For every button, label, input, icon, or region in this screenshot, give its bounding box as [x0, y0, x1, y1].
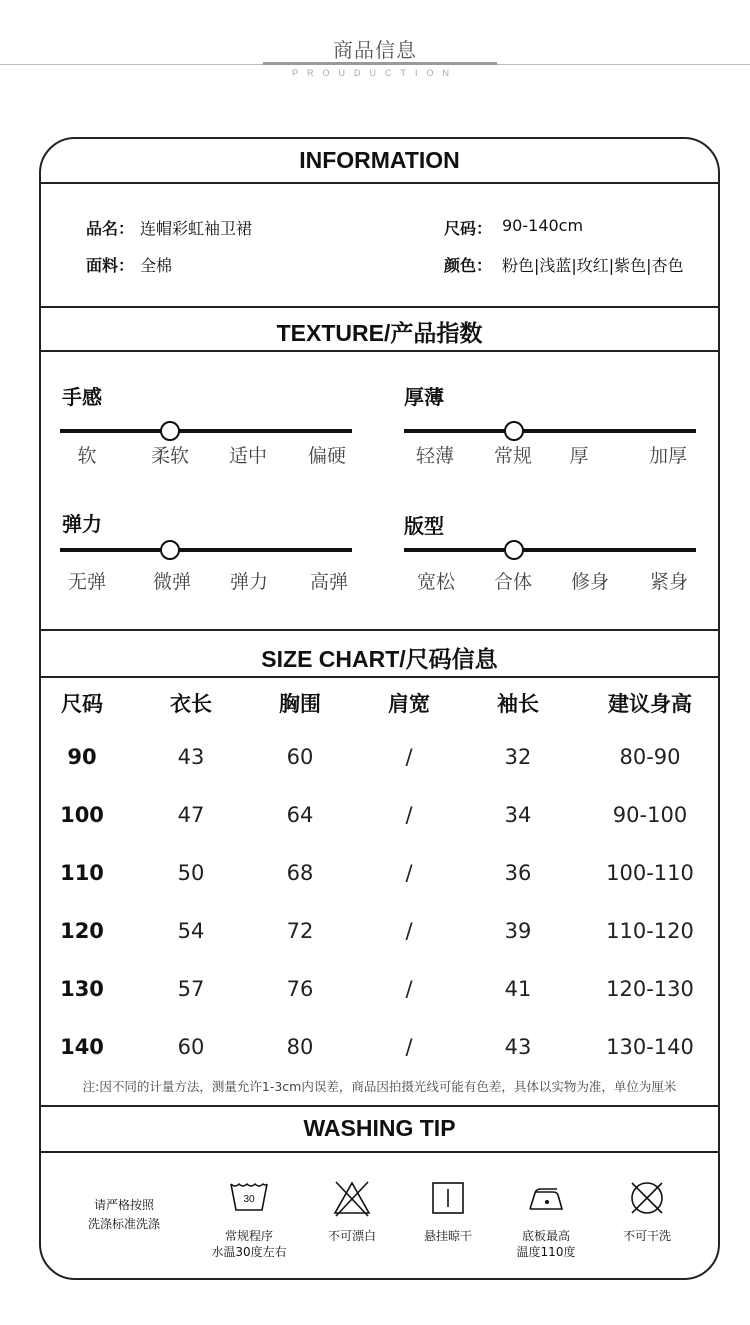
divider: [41, 629, 718, 631]
hang-dry-icon: [431, 1181, 465, 1215]
size-table-cell: /: [405, 803, 413, 827]
size-table-header: 衣长: [170, 692, 212, 716]
size-table-cell: /: [405, 861, 413, 885]
size-table-cell: 130-140: [606, 1035, 694, 1059]
texture-title: TEXTURE/产品指数: [276, 320, 483, 346]
size-table-cell: 100-110: [606, 861, 694, 885]
texture-scale-option: 修身: [570, 571, 609, 593]
size-table-cell: 57: [177, 977, 205, 1001]
washing-instruction-line: 请严格按照: [93, 1198, 154, 1212]
size-table-cell: /: [405, 977, 413, 1001]
wash-temperature-label: 30: [243, 1194, 255, 1205]
texture-scale-option: 宽松: [416, 571, 455, 593]
info-label-name: 品名：: [86, 219, 135, 238]
size-table-cell: 41: [504, 977, 532, 1001]
divider: [41, 182, 718, 184]
washing-tip-caption: 底板最高: [521, 1229, 570, 1243]
size-table-cell: 76: [286, 977, 314, 1001]
texture-scale-track: [404, 429, 696, 433]
size-table-cell: 54: [177, 919, 205, 943]
size-table-cell: 110-120: [606, 919, 694, 943]
texture-scale-option: 微弹: [152, 571, 191, 593]
texture-scale-title: 厚薄: [404, 385, 444, 409]
info-value-size: 90-140cm: [502, 216, 584, 235]
size-table-cell: 39: [504, 919, 532, 943]
washing-instruction-line: 洗涤标准洗涤: [87, 1217, 160, 1231]
no-dry-clean-icon: [628, 1179, 666, 1217]
size-table-cell: 43: [177, 745, 205, 769]
texture-scale-option: 厚: [569, 445, 589, 467]
info-value-color: 粉色|浅蓝|玫红|紫色|杏色: [502, 256, 684, 275]
washing-tip-caption: 悬挂晾干: [423, 1229, 472, 1243]
no-bleach-icon: [332, 1180, 372, 1218]
texture-scale-marker: [160, 540, 180, 560]
divider: [41, 350, 718, 352]
iron-110-icon: [526, 1183, 566, 1213]
texture-scale-option: 偏硬: [307, 445, 346, 467]
texture-scale-title: 版型: [404, 514, 444, 538]
info-value-name: 连帽彩虹袖卫裙: [140, 219, 253, 238]
washing-tip-caption: 温度110度: [516, 1245, 576, 1259]
size-table-cell: 68: [286, 861, 314, 885]
size-table-cell: 60: [177, 1035, 205, 1059]
size-table-header: 尺码: [61, 692, 103, 716]
size-table-cell: 47: [177, 803, 205, 827]
texture-scale-option: 弹力: [229, 571, 268, 593]
size-table-cell: 80: [286, 1035, 314, 1059]
size-table-header: 肩宽: [388, 692, 430, 716]
washing-tip-caption: 常规程序: [224, 1229, 273, 1243]
size-table-row-size: 140: [60, 1035, 104, 1059]
info-label-fabric: 面料：: [86, 256, 135, 275]
texture-scale-option: 常规: [493, 445, 532, 467]
size-table-cell: /: [405, 919, 413, 943]
size-table-cell: 64: [286, 803, 314, 827]
size-table-header: 建议身高: [608, 692, 692, 716]
texture-scale-option: 软: [77, 445, 97, 467]
size-table-cell: 32: [504, 745, 532, 769]
info-label-size: 尺码：: [444, 219, 493, 238]
texture-scale-option: 紧身: [649, 571, 688, 593]
texture-scale-marker: [160, 421, 180, 441]
texture-scale-option: 无弹: [67, 571, 106, 593]
size-table-cell: 120-130: [606, 977, 694, 1001]
divider: [41, 1105, 718, 1107]
information-title: INFORMATION: [299, 147, 460, 173]
size-table-cell: 36: [504, 861, 532, 885]
size-table-cell: 72: [286, 919, 314, 943]
washing-tip-caption: 不可干洗: [622, 1229, 671, 1243]
texture-scale-title: 手感: [62, 385, 102, 409]
texture-scale-marker: [504, 540, 524, 560]
info-value-fabric: 全棉: [140, 256, 173, 275]
washing-tip-caption: 水温30度左右: [211, 1245, 287, 1259]
washing-title: WASHING TIP: [303, 1115, 456, 1141]
size-table-cell: 80-90: [619, 745, 681, 769]
size-chart-note: 注:因不同的计量方法，测量允许1-3cm内误差，商品因拍摄光线可能有色差，具体以实物为准，单位为厘米: [82, 1079, 677, 1094]
info-label-color: 颜色：: [444, 256, 493, 275]
texture-scale-track: [60, 429, 352, 433]
size-table-row-size: 110: [60, 861, 104, 885]
divider: [41, 1151, 718, 1153]
size-table-cell: 43: [504, 1035, 532, 1059]
texture-scale-option: 合体: [493, 571, 532, 593]
page-header-title: 商品信息: [333, 38, 417, 62]
texture-scale-title: 弹力: [62, 512, 102, 536]
size-table-cell: 50: [177, 861, 205, 885]
size-table-row-size: 90: [67, 745, 97, 769]
texture-scale-option: 适中: [228, 445, 267, 467]
texture-scale-track: [60, 548, 352, 552]
divider: [41, 306, 718, 308]
wash-30-icon: [229, 1181, 269, 1213]
washing-tip-caption: 不可漂白: [327, 1229, 376, 1243]
size-table-cell: 60: [286, 745, 314, 769]
size-table-row-size: 130: [60, 977, 104, 1001]
size-table-cell: 34: [504, 803, 532, 827]
size-chart-title: SIZE CHART/尺码信息: [261, 646, 498, 672]
size-table-header: 胸围: [279, 692, 321, 716]
header-accent-bar: [263, 62, 497, 65]
size-table-cell: /: [405, 1035, 413, 1059]
texture-scale-marker: [504, 421, 524, 441]
size-table-row-size: 100: [60, 803, 104, 827]
texture-scale-option: 柔软: [150, 445, 189, 467]
divider: [41, 676, 718, 678]
size-table-cell: /: [405, 745, 413, 769]
size-table-row-size: 120: [60, 919, 104, 943]
texture-scale-option: 加厚: [648, 445, 687, 467]
texture-scale-option: 高弹: [309, 571, 348, 593]
size-table-header: 袖长: [497, 692, 539, 716]
page-header-subtitle: PROUDUCTION: [292, 68, 458, 78]
size-table-cell: 90-100: [612, 803, 688, 827]
texture-scale-track: [404, 548, 696, 552]
texture-scale-option: 轻薄: [415, 445, 454, 467]
